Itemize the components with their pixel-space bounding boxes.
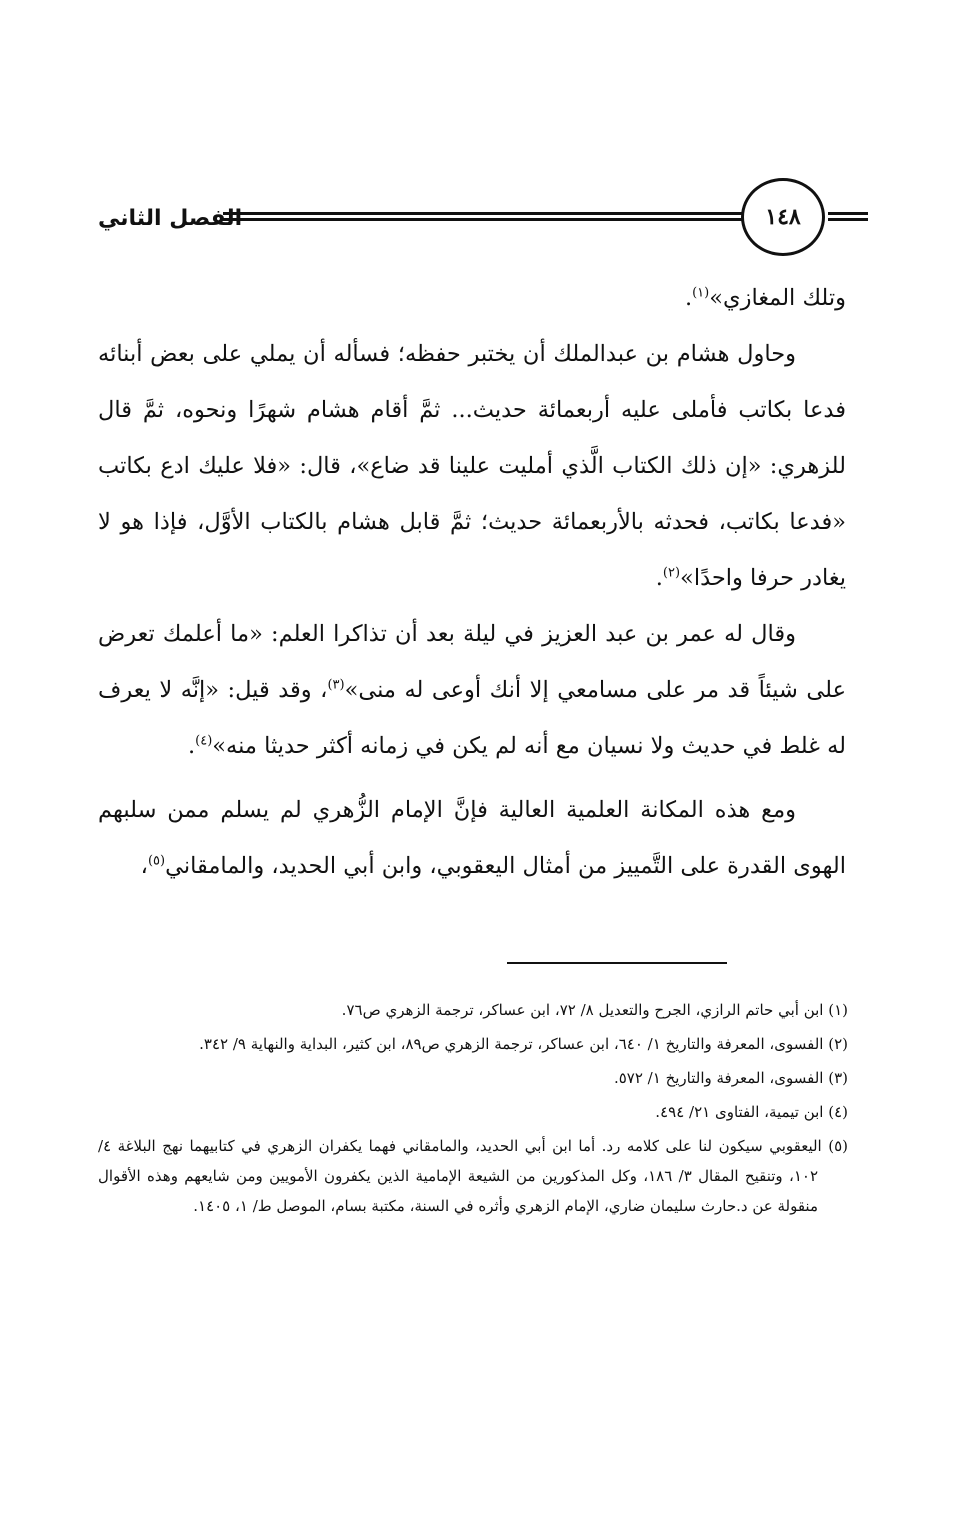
paragraph-2-end: . (655, 565, 663, 591)
footnotes (98, 995, 848, 1225)
footnote-ref-4: (٤) (195, 733, 213, 749)
paragraph-3-text-b: ، وقد قيل: «إنَّه لا يعرف له غلط في حديث ولا نسيان مع أنه لم يكن في زمانه أكثر حديثا منه» (98, 677, 846, 759)
page-number-circle (741, 178, 825, 256)
footnote-1: (١) ابن أبي حاتم الرازي، الجرح والتعديل ٨/ ٧٢، ابن عساكر، ترجمة الزهري ص٧٦. (341, 1001, 848, 1019)
paragraph-1-end: . (684, 285, 693, 311)
paragraph-4-text: ومع هذه المكانة العلمية العالية فإنَّ الإمام الزُّهري لم يسلم ممن سلبهم الهوى القدرة على التَّمييز من أمثال اليعقوبي، وابن أبي الحديد، والمامقاني (98, 797, 846, 879)
paragraph-3 (98, 606, 846, 774)
footnote-ref-5: (٥) (147, 853, 166, 869)
paragraph-4 (98, 782, 846, 894)
footnote-separator (507, 962, 727, 964)
header-rule (223, 212, 743, 221)
footnote-2: (٢) الفسوى، المعرفة والتاريخ ١/ ٦٤٠، ابن عساكر، ترجمة الزهري ص٨٩، ابن كثير، البداية والنهاية ٩/ ٣٤٢. (199, 1035, 848, 1053)
header-rule-short (828, 212, 868, 221)
footnote-ref-3: (٣) (327, 677, 345, 693)
footnote-ref-2: (٢) (662, 565, 681, 581)
chapter-title: الفصل الثاني (98, 206, 243, 231)
footnote-5: (٥) اليعقوبي سيكون لنا على كلامه رد. أما ابن أبي الحديد، والمامقاني فهما يكفران الزهري في كتابيهما نهج البلاغة ٤/ ١٠٢، وتنقيح المقال ٣/ ١٨٦، وكل المذكورين من الشيعة الإمامية الذين يكفرون الأمويين ومن شايعهم وهذه الأقوال منقولة عن د.حارث سليمان ضاري، الإمام الزهري وأثره في السنة، مكتبة بسام، الموصل ط/ ١، ١٤٠٥. (98, 1137, 848, 1215)
paragraph-1 (98, 270, 846, 326)
page-header (98, 178, 868, 258)
footnote-ref-1: (١) (692, 285, 710, 301)
paragraph-1-text: وتلك المغازي» (709, 285, 846, 311)
paragraph-4-end: ، (140, 853, 148, 879)
page-number: ١٤٨ (765, 204, 801, 230)
paragraph-2 (98, 326, 846, 606)
paragraph-3-text-a: وقال له عمر بن عبد العزيز في ليلة بعد أن تذاكرا العلم: «ما أعلمك تعرض على شيئاً قد مر على مسامعي إلا أنك أوعى له منى» (98, 621, 846, 703)
footnote-4: (٤) ابن تيمية، الفتاوى ٢١/ ٤٩٤. (655, 1103, 848, 1121)
main-text (98, 270, 846, 894)
footnote-3: (٣) الفسوى، المعرفة والتاريخ ١/ ٥٧٢. (613, 1069, 848, 1087)
paragraph-2-text: وحاول هشام بن عبدالملك أن يختبر حفظه؛ فسأله أن يملي على بعض أبنائه فدعا بكاتب فأملى عليه أربعمائة حديث... ثمَّ أقام هشام شهرًا ونحوه، ثمَّ قال للزهري: «إن ذلك الكتاب الَّذي أمليت علينا قد ضاع»، قال: «فلا عليك ادع بكاتب «فدعا بكاتب، فحدثه بالأربعمائة حديث؛ ثمَّ قابل هشام بالكتاب الأوَّل، فإذا هو لا يغادر حرفا واحدًا» (98, 341, 846, 591)
paragraph-3-end: . (187, 733, 196, 759)
